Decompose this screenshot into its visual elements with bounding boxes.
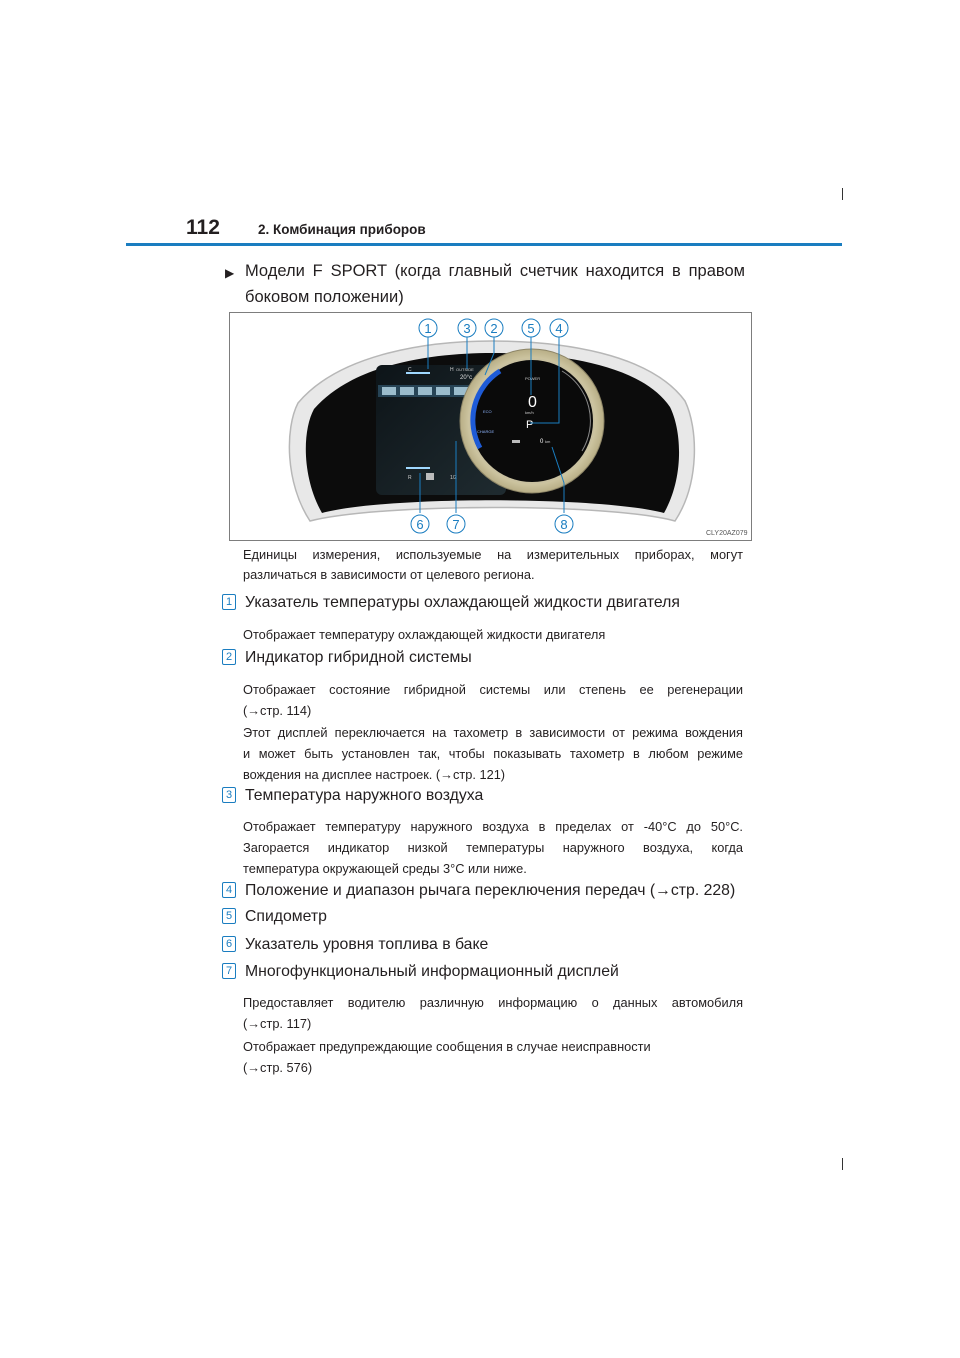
callout-4: 4 xyxy=(555,321,563,336)
speed-value: 0 xyxy=(528,394,537,411)
item-1 xyxy=(222,592,680,614)
desc-2b-line-2: и может быть установлен так, чтобы показывать тахометр в любом режиме xyxy=(243,746,743,761)
desc-7a-line-2: (→стр. 117) xyxy=(243,1016,312,1031)
units-note: Единицы измерения, используемые на измерительных приборах, могут различаться в зависимости от целевого региона. xyxy=(243,547,743,582)
desc-2b xyxy=(243,722,743,785)
desc-1: Отображает температуру охлаждающей жидкости двигателя xyxy=(243,627,606,642)
intro-line-1: Модели F SPORT (когда главный счетчик находится в правом xyxy=(245,262,745,280)
intro-line-2: боковом положении) xyxy=(245,288,404,306)
item-7 xyxy=(222,961,619,983)
eco-label: ECO xyxy=(483,409,492,414)
crop-mark-bottom xyxy=(842,1158,843,1170)
desc-7a xyxy=(243,992,743,1034)
chapter-title: 2. Комбинация приборов xyxy=(258,222,426,237)
crop-mark-top xyxy=(842,188,843,200)
item-6 xyxy=(222,934,488,956)
odometer-unit: km xyxy=(545,439,551,444)
item-number-3: 3 xyxy=(222,787,236,803)
item-title-7: Многофункциональный информационный дисплей xyxy=(245,963,619,980)
item-title-3: Температура наружного воздуха xyxy=(245,787,484,804)
item-title-6: Указатель уровня топлива в баке xyxy=(245,936,489,953)
item-number-6: 6 xyxy=(222,936,236,952)
outside-label: OUTSIDE xyxy=(456,367,474,372)
desc-2a xyxy=(243,679,743,721)
header-rule xyxy=(126,243,842,246)
intro-heading xyxy=(225,258,745,310)
desc-2b-line-1: Этот дисплей переключается на тахометр в зависимости от режима вождения xyxy=(243,725,743,740)
item-number-4: 4 xyxy=(222,882,236,898)
callout-3: 3 xyxy=(463,321,471,336)
gear-indicator: P xyxy=(526,419,534,431)
item-number-5: 5 xyxy=(222,908,236,924)
desc-2b-line-3: вождения на дисплее настроек. (→стр. 121) xyxy=(243,767,506,782)
callout-1: 1 xyxy=(424,321,432,336)
callout-7: 7 xyxy=(452,517,460,532)
instrument-cluster-figure xyxy=(229,312,752,541)
callout-2: 2 xyxy=(490,321,498,336)
desc-7b xyxy=(243,1036,743,1078)
callout-8: 8 xyxy=(560,517,568,532)
fuel-f-label: 1/2 xyxy=(450,475,457,481)
figure-code: CLY20AZ079 xyxy=(706,530,748,537)
charge-label: CHARGE xyxy=(477,429,495,434)
item-number-1: 1 xyxy=(222,594,236,610)
desc-3-line-2: Загорается индикатор низкой температуры наружного воздуха, когда xyxy=(243,840,743,855)
desc-3 xyxy=(243,816,743,879)
desc-7b-line-2: (→стр. 576) xyxy=(243,1060,313,1075)
desc-2a-line-1: Отображает состояние гибридной системы или степень ее регенерации xyxy=(243,682,743,697)
desc-3-line-3: температура окружающей среды 3°C или ниже. xyxy=(243,861,527,876)
item-2 xyxy=(222,647,472,669)
item-title-4: Положение и диапазон рычага переключения передач (→стр. 228) xyxy=(245,882,736,899)
triangle-bullet-icon: ▶ xyxy=(225,266,235,280)
item-number-2: 2 xyxy=(222,649,236,665)
item-number-7: 7 xyxy=(222,963,236,979)
callout-6: 6 xyxy=(416,517,424,532)
desc-7b-line-1: Отображает предупреждающие сообщения в случае неисправности xyxy=(243,1039,651,1054)
speed-unit: km/h xyxy=(525,410,534,415)
page-number: 112 xyxy=(186,216,220,239)
item-3 xyxy=(222,785,483,807)
item-title-5: Спидометр xyxy=(245,908,327,925)
desc-7a-line-1: Предоставляет водителю различную информацию о данных автомобиля xyxy=(243,995,743,1010)
outside-temp: 20°c xyxy=(460,375,473,381)
cluster-illustration xyxy=(230,313,751,540)
power-label: POWER xyxy=(525,376,541,381)
odometer-value: 0 xyxy=(540,439,544,445)
item-title-2: Индикатор гибридной системы xyxy=(245,649,472,666)
desc-3-line-1: Отображает температуру наружного воздуха в пределах от -40°C до 50°C. xyxy=(243,819,743,834)
item-4 xyxy=(222,880,735,902)
item-5 xyxy=(222,906,327,928)
desc-2a-line-2: (→стр. 114) xyxy=(243,703,312,718)
temp-c-label: C xyxy=(408,367,412,373)
item-title-1: Указатель температуры охлаждающей жидкости двигателя xyxy=(245,594,680,611)
fuel-r-label: R xyxy=(408,475,412,481)
callout-5: 5 xyxy=(527,321,535,336)
temp-h-label: H xyxy=(450,367,454,373)
